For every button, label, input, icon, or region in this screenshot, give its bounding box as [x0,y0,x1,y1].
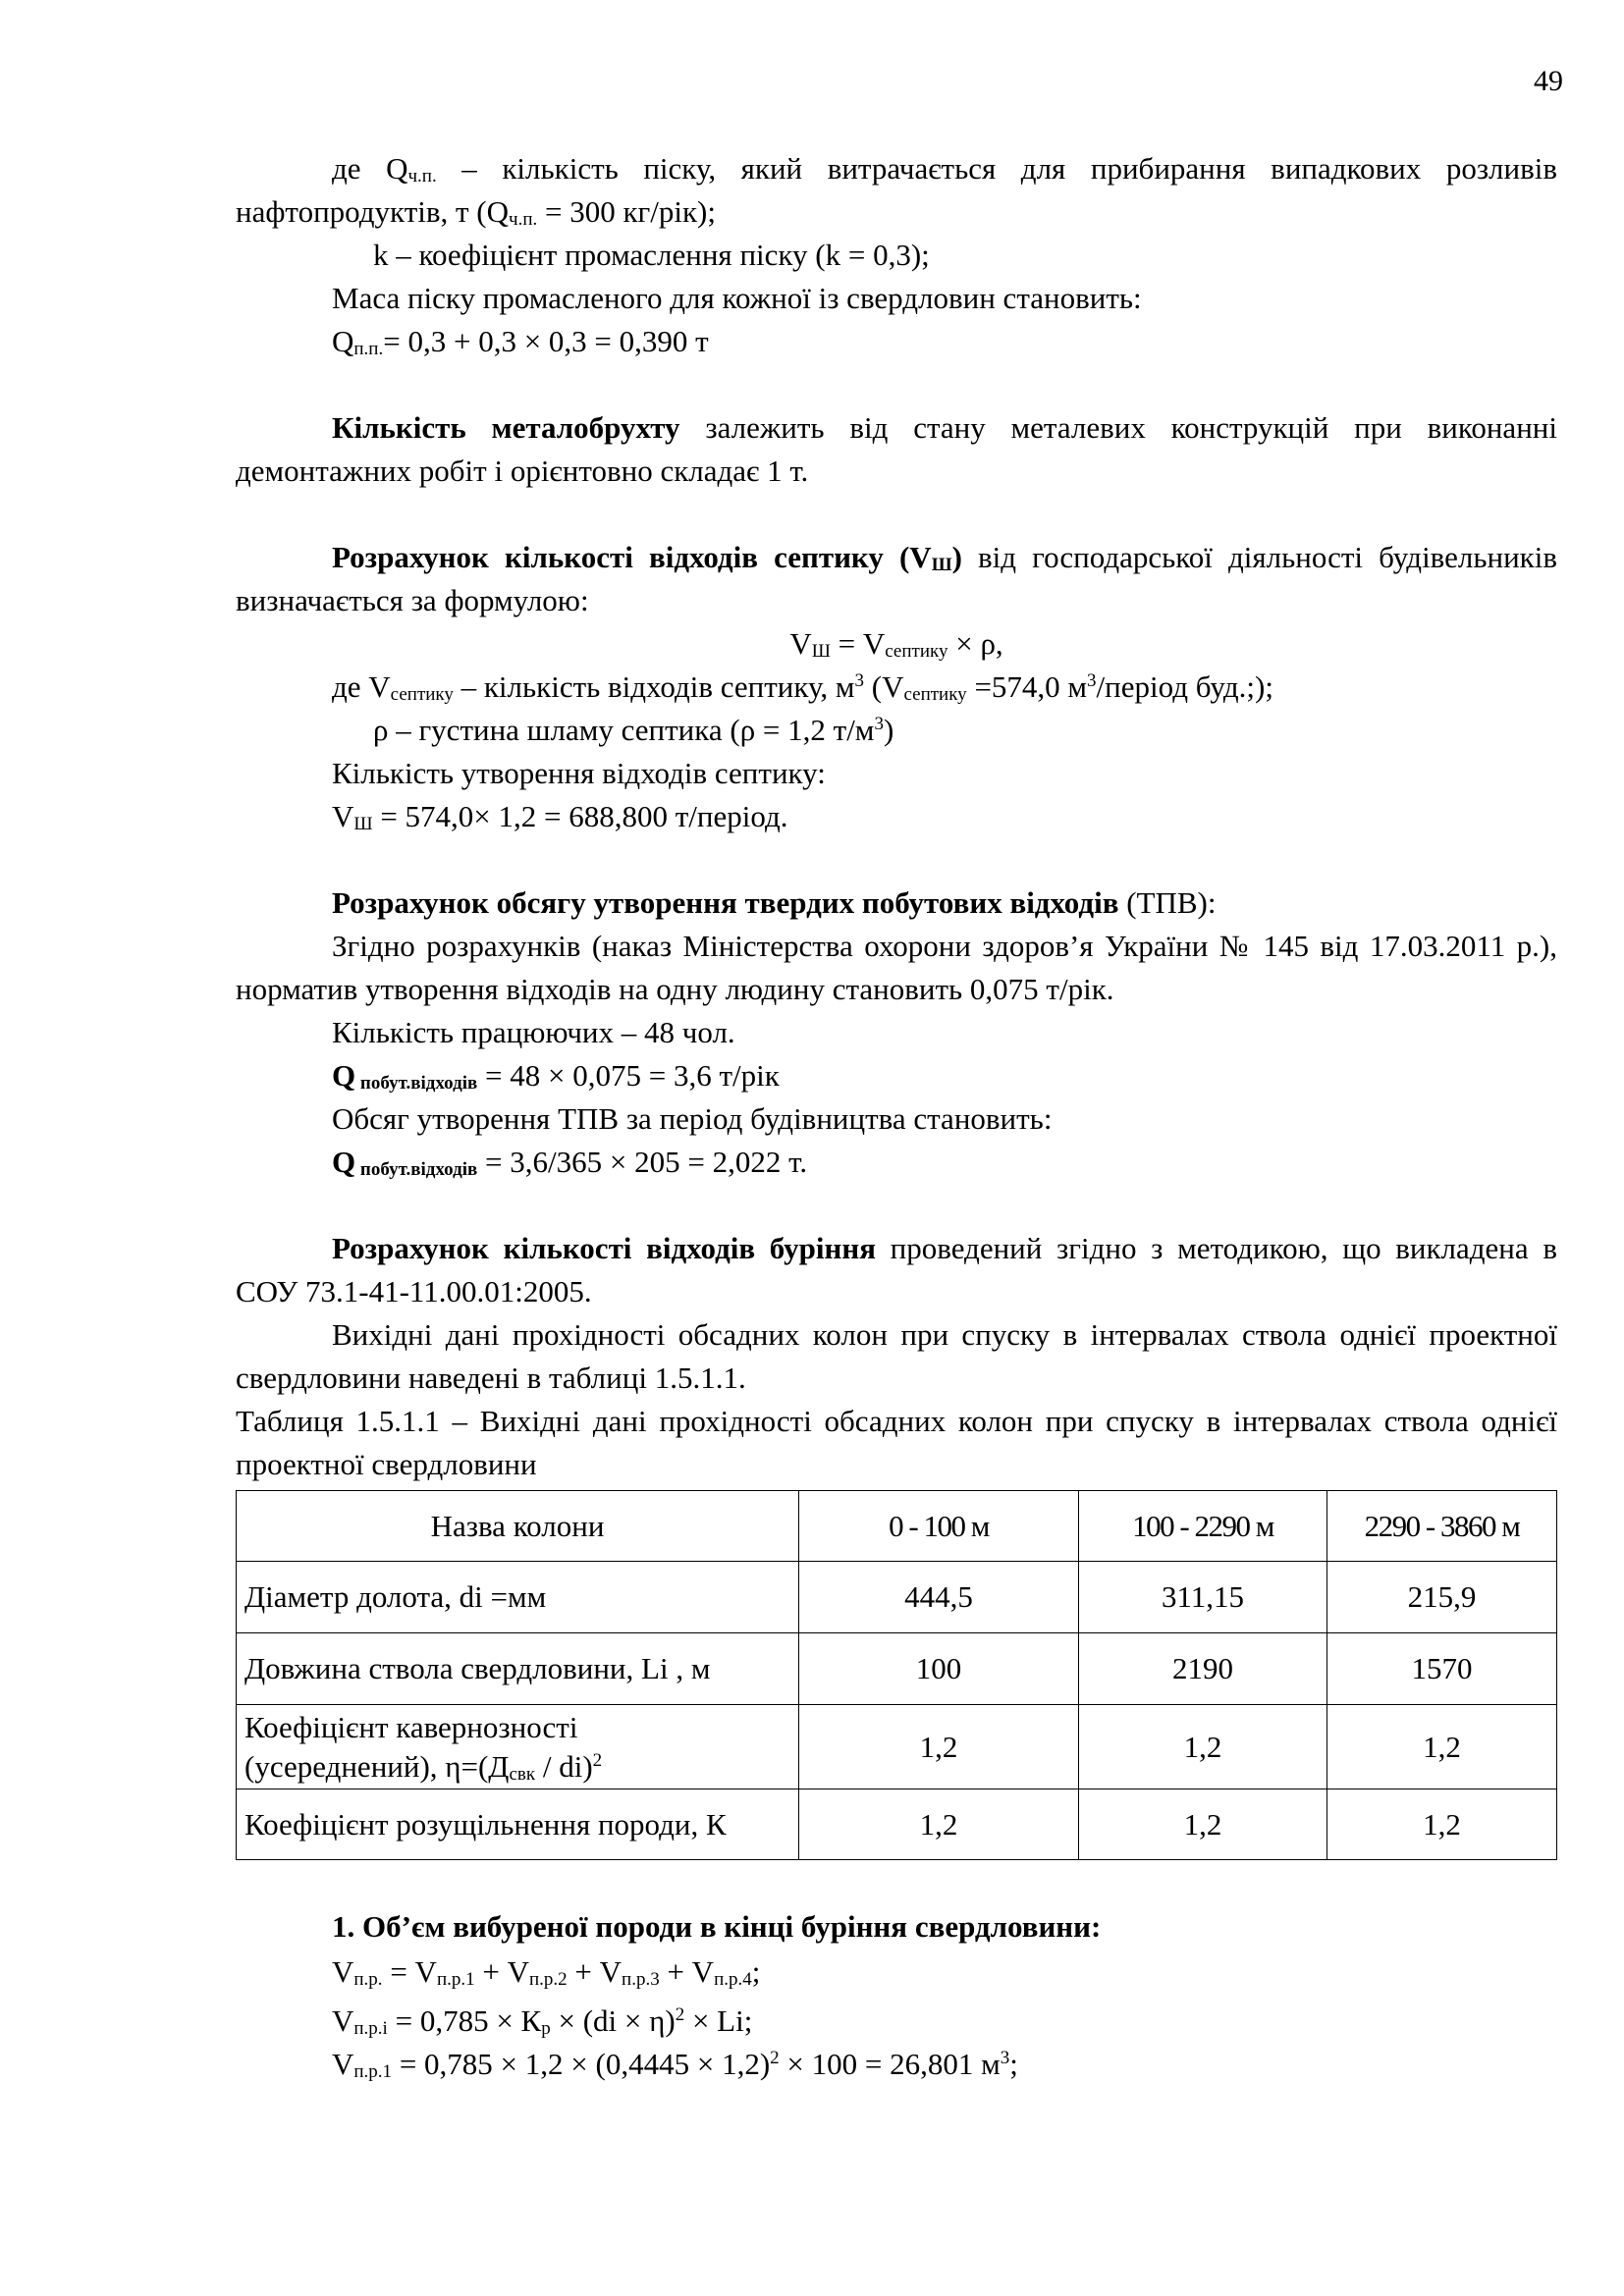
table-row [237,1562,1557,1633]
table-cell: 1,2 [1327,1705,1557,1789]
paragraph-septic-calc: Розрахунок кількості відходів септику $(V_Ш)$ від господарської діяльності будівельників визначається за формулою: [236,540,1557,617]
formula-septic: $V_Ш = V_{септику} \times \rho$, [789,626,1003,662]
paragraph-k-coefficient: k – коефіцієнт промаслення піску (k = 0,3); [373,238,930,272]
paragraph-sand-definition: де $Q_{ч.п.}$ – кількість піску, який витрачається для прибирання випадкових розливів нафтопродуктів, т ($Q_{ч.п.} = 300$ кг/рік); [236,151,1558,230]
paragraph-workers: Кількість працюючих – 48 чол. [332,1015,735,1049]
table-cell: 2190 [1079,1633,1327,1705]
table-cell: 100 [799,1633,1079,1705]
paragraph-density: ρ – густина шламу септика (ρ = 1,2 $т/м^3$) [373,713,894,747]
paragraph-solid-waste-norm: Згідно розрахунків (наказ Міністерства охорони здоров’я України № 145 від 17.03.2011 р.), норматив утворення відходів на одну людину становить 0,075 т/рік. [236,929,1557,1006]
table-cell: 444,5 [799,1562,1079,1633]
table-header-cell: 0 - 100 м [799,1491,1079,1562]
table-caption: Таблиця 1.5.1.1 – Вихідні дані прохідності обсадних колон при спуску в інтервалах ствола однієї проектної свердловини [236,1404,1557,1481]
table-header-cell: Назва колони [237,1491,799,1562]
page-number: 49 [1534,65,1563,97]
document-body [236,147,1557,2086]
table-cell: Коефіцієнт розущільнення породи, К [237,1789,799,1860]
section-heading: 1. Об’єм вибуреної породи в кінці буріння свердловини: [332,1909,1102,1944]
formula-volume-sum: $V_{п.р.} = V_{п.р.1} + V_{п.р.2} + V_{п.р.3} + V_{п.р.4}$; [332,1954,761,1990]
table-row [237,1789,1557,1860]
table-row [237,1633,1557,1705]
table-cell: 1570 [1327,1633,1557,1705]
formula-volume-first: $V_{п.р.1} = 0,785 \times 1,2 \times (0,4445 \times 1,2)^2 \times 100 = 26,801$ $м^3$; [332,2047,1018,2082]
paragraph-septic-definition: де $V_{септику}$ – кількість відходів септику, $м^3$ ($V_{септику} =574,0$ $м^3$/період буд.;); [332,669,1273,705]
paragraph-sand-mass: Маса піску промасленого для кожної із свердловин становить: [332,281,1142,315]
table-cell: 1,2 [799,1705,1079,1789]
table-row [237,1705,1557,1789]
formula-household-waste-period: Q $_{побут.відходів}$ = 3,6/365 × 205 = 2,022 т. [332,1145,808,1180]
table-cell: 311,15 [1079,1562,1327,1633]
paragraph-source-data: Вихідні дані прохідності обсадних колон при спуску в інтервалах ствола однієї проектної свердловини наведені в таблиці 1.5.1.1. [236,1317,1557,1395]
paragraph-solid-waste-heading: Розрахунок обсягу утворення твердих побутових відходів (ТПВ): [332,885,1217,920]
table-cell: Довжина ствола свердловини, Li , м [237,1633,799,1705]
table-cell: 1,2 [1327,1789,1557,1860]
formula-volume-interval: $V_{п.р.і} = 0,785 \times К_р \times (di \times \eta)^2 \times Li$; [332,2003,753,2039]
formula-household-waste: Q $_{побут.відходів}$ = 48 × 0,075 = 3,6 т/рік [332,1058,780,1094]
paragraph-construction-period: Обсяг утворення ТПВ за період будівництва становить: [332,1101,1053,1136]
table-cell: 1,2 [799,1789,1079,1860]
table-cell: 215,9 [1327,1562,1557,1633]
casing-data-table [236,1490,1557,1860]
table-cell: Діаметр долота, di =мм [237,1562,799,1633]
table-header-cell: 100 - 2290 м [1079,1491,1327,1562]
table-cell: 1,2 [1079,1705,1327,1789]
table-header-cell: 2290 - 3860 м [1327,1491,1557,1562]
paragraph-septic-amount: Кількість утворення відходів септику: [332,756,826,790]
table-cell: 1,2 [1079,1789,1327,1860]
formula-septic-result: $V_Ш = 574,0\times 1,2 = 688,800$ т/період. [332,799,788,834]
table-header-row [237,1491,1557,1562]
table-cell: Коефіцієнт кавернозності (усереднений), $\eta=(Д_{свк} / di)^2$ [237,1705,799,1789]
paragraph-scrap-metal: Кількість металобрухту залежить від стану металевих конструкцій при виконанні демонтажних робіт і орієнтовно складає 1 т. [236,410,1557,488]
paragraph-drilling-waste: Розрахунок кількості відходів буріння проведений згідно з методикою, що викладена в СОУ 73.1-41-11.00.01:2005. [236,1231,1557,1308]
formula-sand-mass: $Q_{п.п.}= 0,3 + 0,3 \times 0,3 = 0,390$ т [332,324,709,359]
